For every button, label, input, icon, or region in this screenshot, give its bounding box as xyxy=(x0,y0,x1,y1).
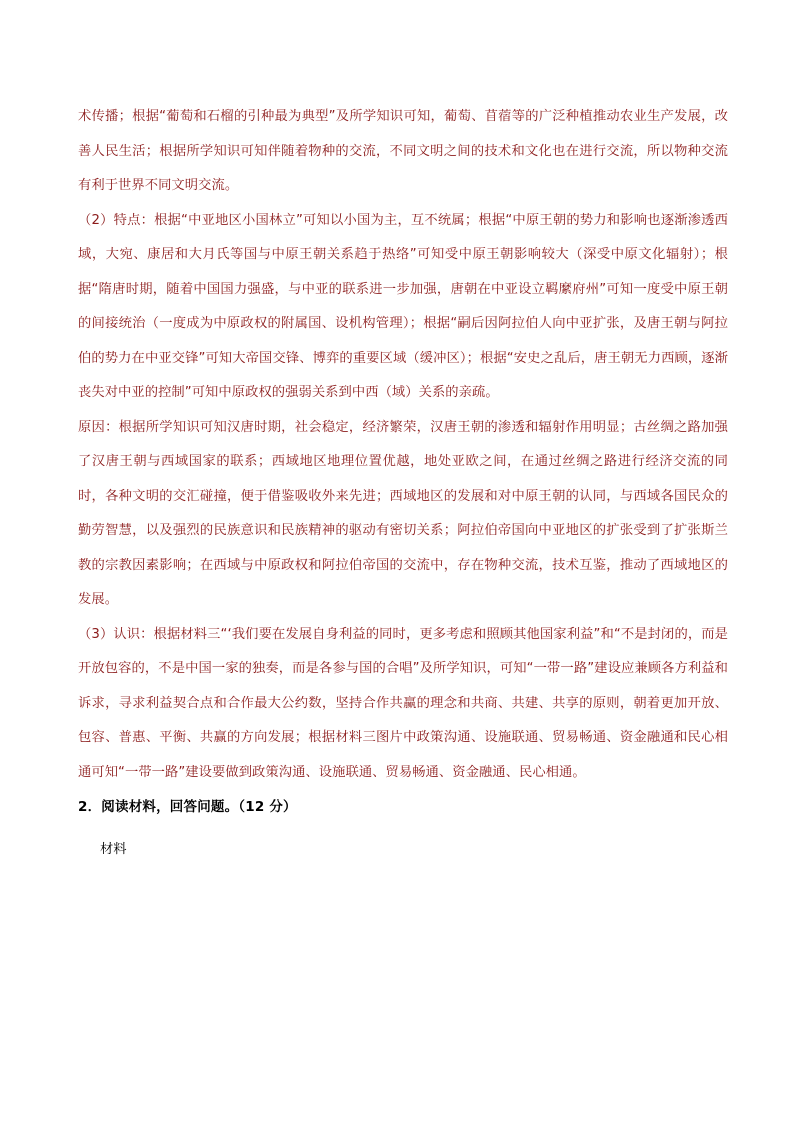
answer-paragraph-2: （2）特点：根据“中亚地区小国林立”可知以小国为主，互不统属；根据“中原王朝的势力和影响也逐渐渗透西域，大宛、康居和大月氏等国与中原王朝关系趋于热络”可知受中原王朝影响较大（深受中原文化辐射）；根据“隋唐时期，随着中国国力强盛，与中亚的联系进一步加强，唐朝在中亚设立羁縻府州”可知一度受中原王朝的间接统治（一度成为中原政权的附属国、设机构管理）；根据“嗣后因阿拉伯人向中亚扩张，及唐王朝与阿拉伯的势力在中亚交锋”可知大帝国交锋、博弈的重要区域（缓冲区）；根据“安史之乱后，唐王朝无力西顾，逐渐丧失对中亚的控制”可知中原政权的强弱关系到中西（域）关系的亲疏。 xyxy=(78,212,728,400)
answer-paragraph-1: 术传播；根据“葡萄和石榴的引种最为典型”及所学知识可知，葡萄、苜蓿等的广泛种植推动农业生产发展，改善人民生活；根据所学知识可知伴随着物种的交流，不同文明之间的技术和文化也在进行交流，所以物种交流有利于世界不同文明交流。 xyxy=(78,109,728,193)
answer-paragraph-3: 原因：根据所学知识可知汉唐时期，社会稳定，经济繁荣，汉唐王朝的渗透和辐射作用明显；古丝绸之路加强了汉唐王朝与西域国家的联系；西域地区地理位置优越，地处亚欧之间，在通过丝绸之路进行经济交流的同时，各种文明的交汇碰撞，便于借鉴吸收外来先进；西域地区的发展和对中原王朝的认同，与西域各国民众的勤劳智慧，以及强烈的民族意识和民族精神的驱动有密切关系；阿拉伯帝国向中亚地区的扩张受到了扩张斯兰教的宗教因素影响；在西域与中原政权和阿拉伯帝国的交流中，存在物种交流，技术互鉴，推动了西域地区的发展。 xyxy=(78,419,728,607)
answer-paragraph-4: （3）认识：根据材料三“‘我们要在发展自身利益的同时，更多考虑和照顾其他国家利益”和“不是封闭的，而是开放包容的，不是中国一家的独奏，而是各参与国的合唱”及所学知识，可知“一带一路”建设应兼顾各方利益和诉求，寻求利益契合点和合作最大公约数，坚持合作共赢的理念和共商、共建、共享的原则，朝着更加开放、包容、普惠、平衡、共赢的方向发展；根据材料三图片中政策沟通、设施联通、贸易畅通、资金融通和民心相通可知“一带一路”建设要做到政策沟通、设施联通、贸易畅通、资金融通、民心相通。 xyxy=(78,626,728,780)
document-page xyxy=(78,100,728,867)
question-2-title: 2．阅读材料，回答问题。（12 分） xyxy=(78,799,297,815)
material-label: 材料 xyxy=(100,841,127,857)
